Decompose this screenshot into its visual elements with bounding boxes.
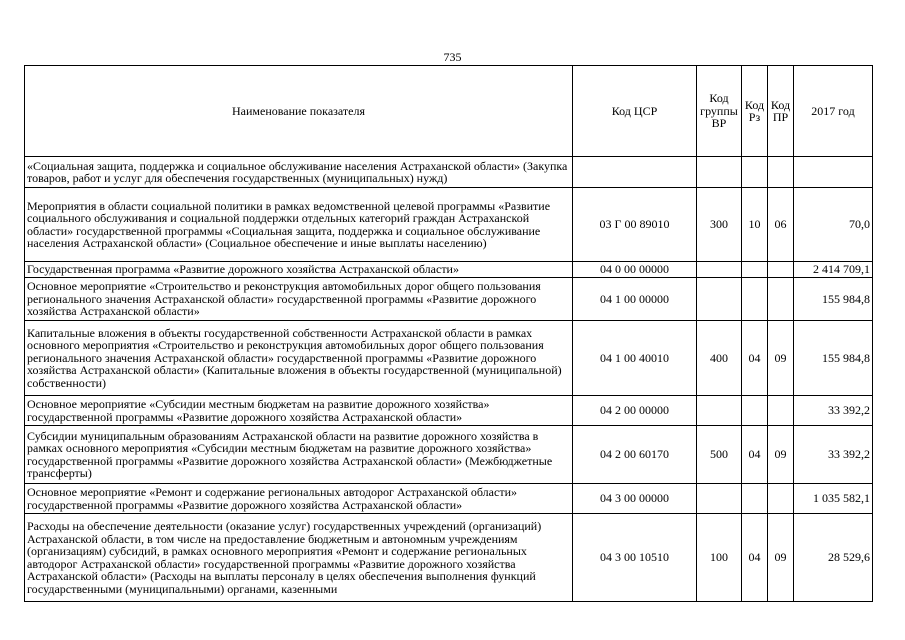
- row-csr: 04 2 00 60170: [573, 426, 697, 484]
- header-vr: Код группы ВР: [697, 66, 742, 157]
- row-amount: 1 035 582,1: [794, 484, 873, 514]
- row-pr: [768, 484, 794, 514]
- table-row: [25, 278, 873, 321]
- row-rz: [742, 278, 768, 321]
- row-name: Субсидии муниципальным образованиям Астраханской области на развитие дорожного хозяйства в рамках основного мероприятия «Субсидии местным бюджетам на развитие дорожного хозяйства» государственной программы «Развитие дорожного хозяйства Астраханской области» (Межбюджетные трансферты): [25, 426, 573, 484]
- row-name: Капитальные вложения в объекты государственной собственности Астраханской области в рамках основного мероприятия «Строительство и реконструкция автомобильных дорог общего пользования регионального значения Астраханской области» государственной программы «Развитие дорожного хозяйства Астраханской области» (Капитальные вложения в объекты государственной (муниципальной) собственности): [25, 321, 573, 396]
- row-pr: [768, 262, 794, 278]
- row-csr: 04 1 00 40010: [573, 321, 697, 396]
- table-row: [25, 262, 873, 278]
- table-row: [25, 514, 873, 602]
- row-pr: 06: [768, 188, 794, 262]
- row-name: Основное мероприятие «Ремонт и содержание региональных автодорог Астраханской области» государственной программы «Развитие дорожного хозяйства Астраханской области»: [25, 484, 573, 514]
- header-name: Наименование показателя: [25, 66, 573, 157]
- page-number: 735: [443, 50, 462, 64]
- row-amount: 2 414 709,1: [794, 262, 873, 278]
- row-amount: 33 392,2: [794, 396, 873, 426]
- table-row: [25, 396, 873, 426]
- budget-table: [24, 65, 873, 602]
- row-name: «Социальная защита, поддержка и социальное обслуживание населения Астраханской области» (Закупка товаров, работ и услуг для обеспечения государственных (муниципальных) нужд): [25, 157, 573, 188]
- row-csr: 03 Г 00 89010: [573, 188, 697, 262]
- row-rz: 04: [742, 426, 768, 484]
- row-rz: [742, 396, 768, 426]
- table-row: [25, 426, 873, 484]
- row-name: Основное мероприятие «Субсидии местным бюджетам на развитие дорожного хозяйства» государственной программы «Развитие дорожного хозяйства Астраханской области»: [25, 396, 573, 426]
- row-rz: 04: [742, 514, 768, 602]
- row-amount: 33 392,2: [794, 426, 873, 484]
- row-csr: 04 2 00 00000: [573, 396, 697, 426]
- row-amount: [794, 157, 873, 188]
- row-pr: [768, 278, 794, 321]
- row-name: Расходы на обеспечение деятельности (оказание услуг) государственных учреждений (организаций) Астраханской области, в том числе на предоставление бюджетным и автономным учреждениям (организациям) субсидий, в рамках основного мероприятия «Ремонт и содержание региональных автодорог Астраханской области» государственной программы «Развитие дорожного хозяйства Астраханской области» (Расходы на выплаты персоналу в целях обеспечения выполнения функций государственными (муниципальными) органами, казенными: [25, 514, 573, 602]
- row-rz: [742, 262, 768, 278]
- table-row: [25, 157, 873, 188]
- row-pr: [768, 396, 794, 426]
- header-pr: Код ПР: [768, 66, 794, 157]
- row-vr: 400: [697, 321, 742, 396]
- table-header-row: [25, 66, 873, 157]
- row-amount: 155 984,8: [794, 321, 873, 396]
- row-amount: 70,0: [794, 188, 873, 262]
- row-csr: 04 0 00 00000: [573, 262, 697, 278]
- row-vr: [697, 484, 742, 514]
- row-vr: [697, 157, 742, 188]
- row-rz: 04: [742, 321, 768, 396]
- row-rz: 10: [742, 188, 768, 262]
- row-amount: 155 984,8: [794, 278, 873, 321]
- table-row: [25, 484, 873, 514]
- row-vr: [697, 396, 742, 426]
- row-name: Мероприятия в области социальной политики в рамках ведомственной целевой программы «Развитие социального обслуживания и социальной поддержки отдельных категорий граждан Астраханской области» государственной программы «Социальная защита, поддержка и социальное обслуживание населения Астраханской области» (Социальное обеспечение и иные выплаты населению): [25, 188, 573, 262]
- row-csr: 04 1 00 00000: [573, 278, 697, 321]
- header-amount: 2017 год: [794, 66, 873, 157]
- row-vr: 500: [697, 426, 742, 484]
- row-amount: 28 529,6: [794, 514, 873, 602]
- row-name: Государственная программа «Развитие дорожного хозяйства Астраханской области»: [25, 262, 573, 278]
- row-pr: [768, 157, 794, 188]
- row-rz: [742, 484, 768, 514]
- row-csr: [573, 157, 697, 188]
- row-vr: [697, 262, 742, 278]
- row-rz: [742, 157, 768, 188]
- header-csr: Код ЦСР: [573, 66, 697, 157]
- row-name: Основное мероприятие «Строительство и реконструкция автомобильных дорог общего пользования регионального значения Астраханской области» государственной программы «Развитие дорожного хозяйства Астраханской области»: [25, 278, 573, 321]
- table-row: [25, 188, 873, 262]
- row-csr: 04 3 00 10510: [573, 514, 697, 602]
- row-pr: 09: [768, 321, 794, 396]
- table-row: [25, 321, 873, 396]
- row-vr: [697, 278, 742, 321]
- row-pr: 09: [768, 514, 794, 602]
- header-rz: Код Рз: [742, 66, 768, 157]
- row-csr: 04 3 00 00000: [573, 484, 697, 514]
- row-vr: 300: [697, 188, 742, 262]
- row-vr: 100: [697, 514, 742, 602]
- row-pr: 09: [768, 426, 794, 484]
